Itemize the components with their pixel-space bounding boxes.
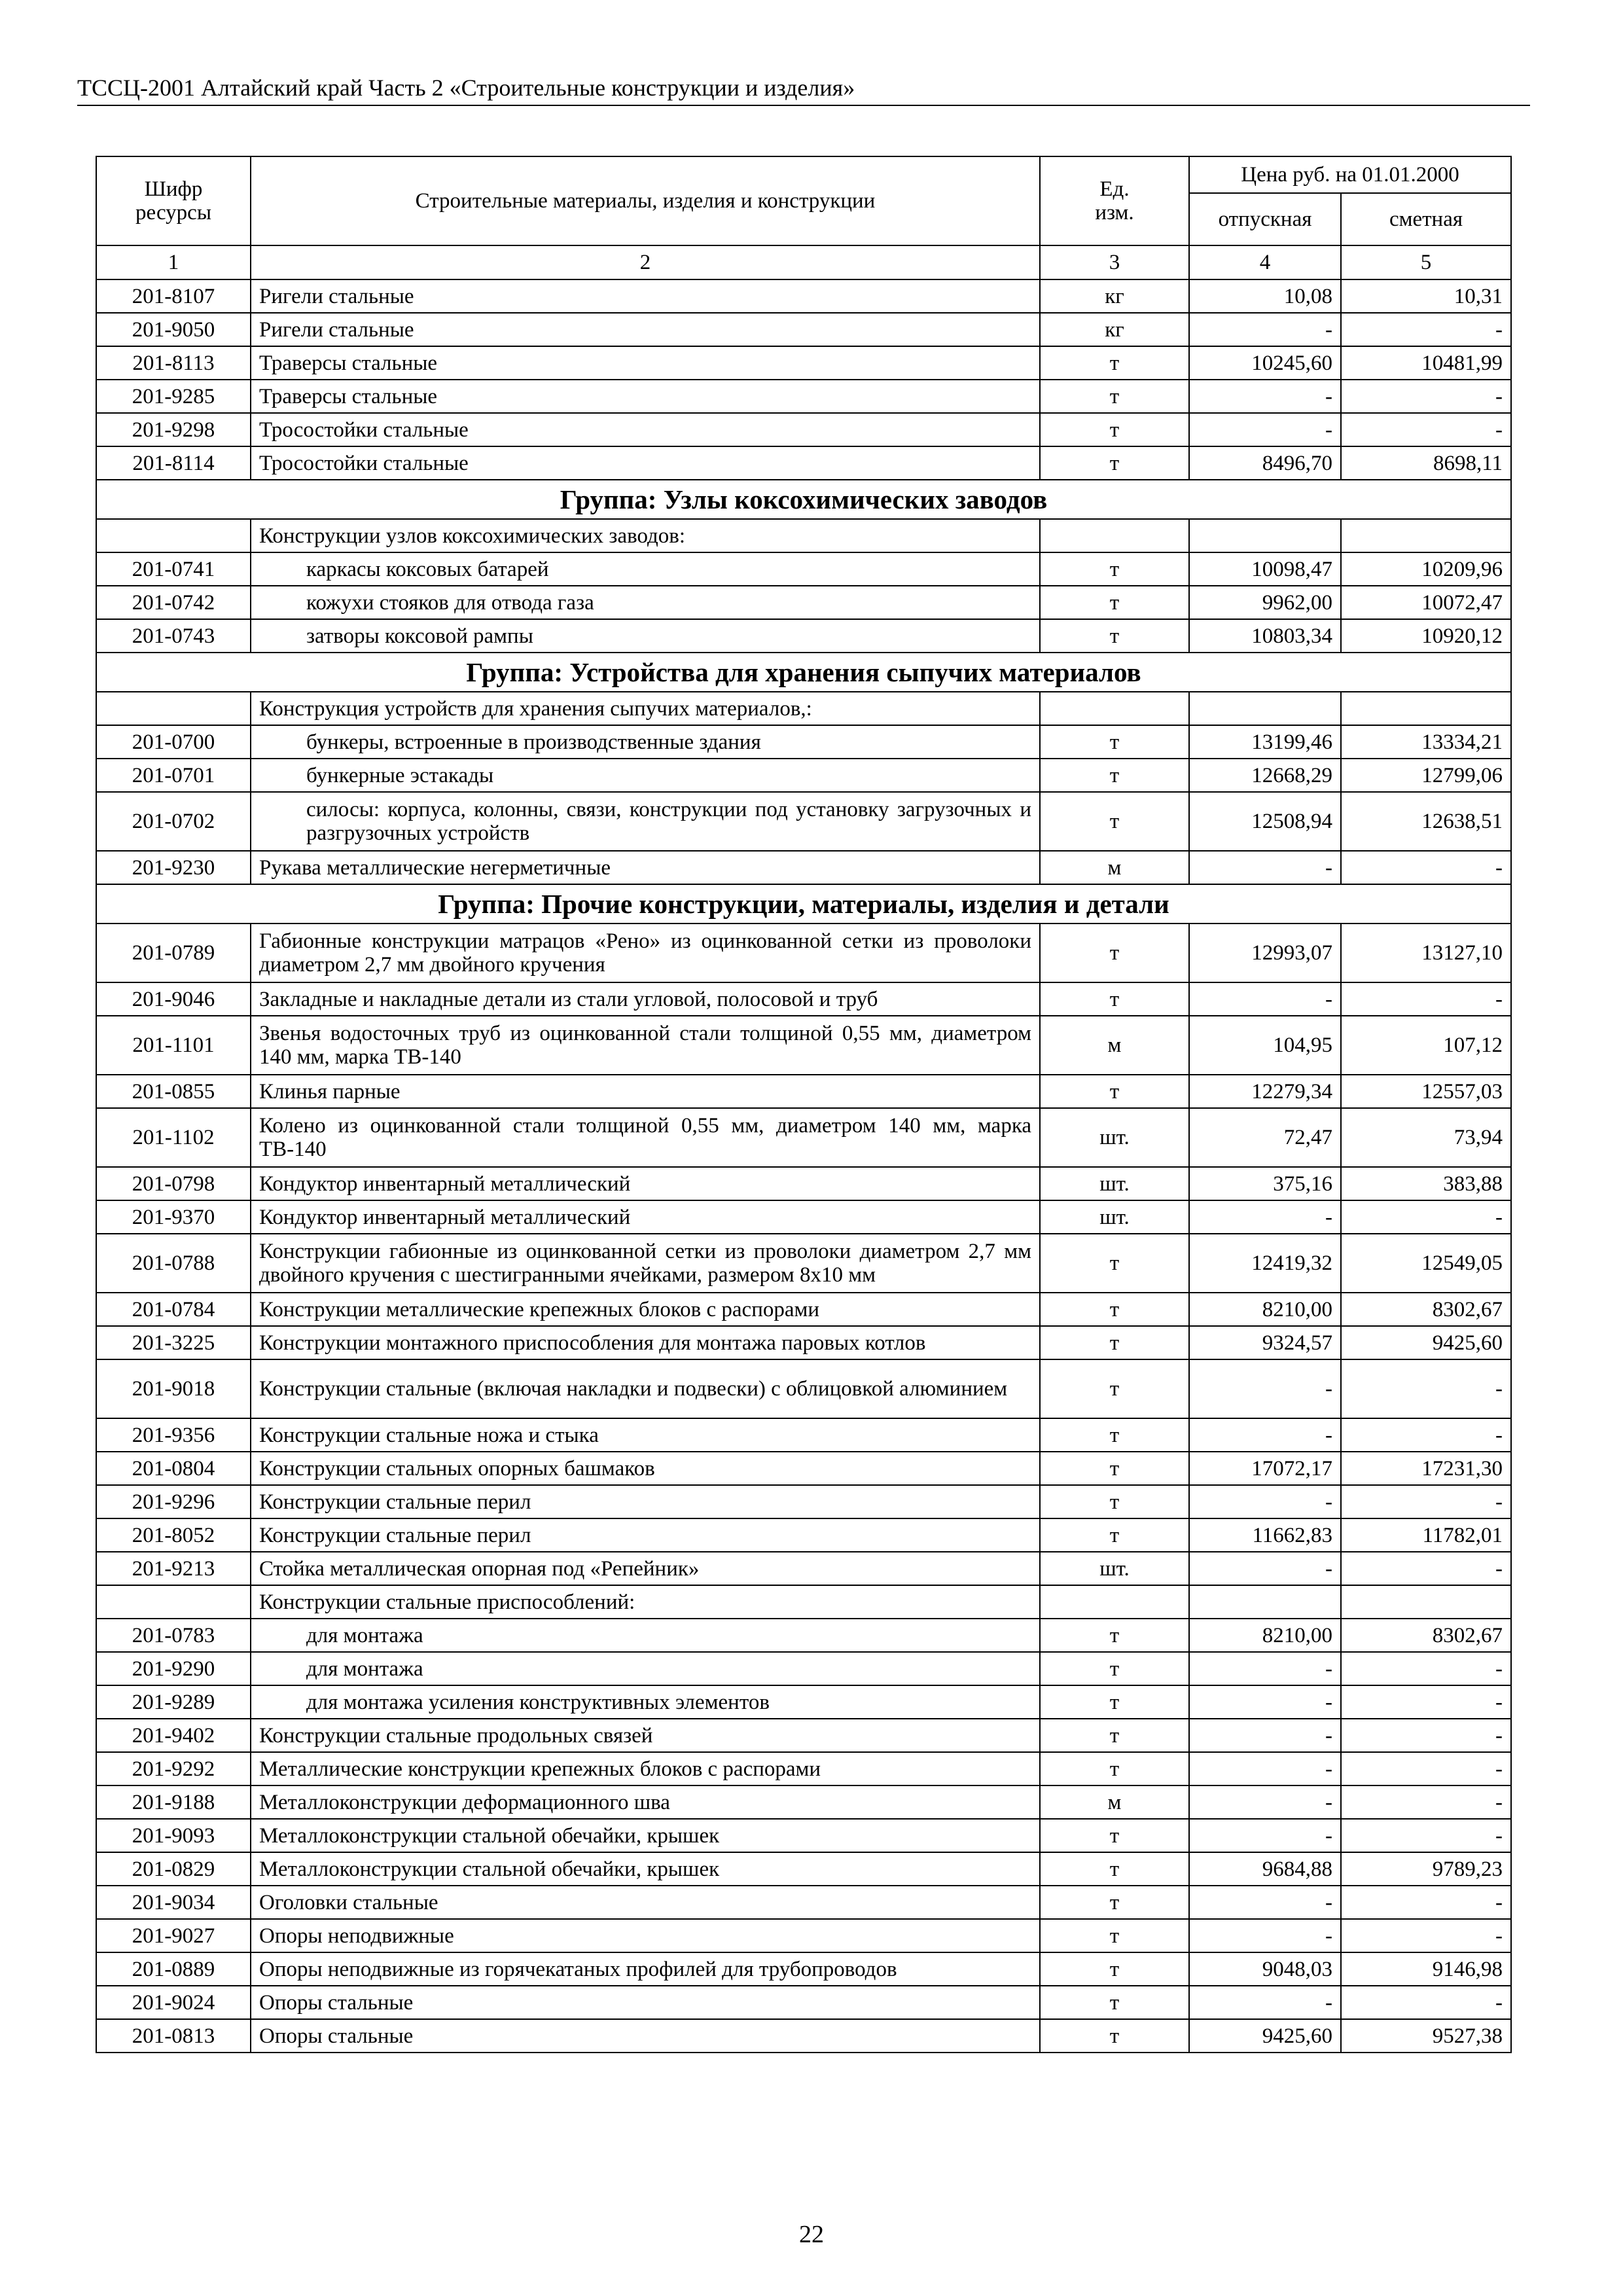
- estimate-price-cell: -: [1341, 1886, 1511, 1919]
- code-cell: 201-9370: [96, 1200, 251, 1234]
- name-cell: Ригели стальные: [251, 279, 1040, 313]
- unit-cell: т: [1040, 1518, 1189, 1552]
- estimate-price-cell: 8698,11: [1341, 446, 1511, 480]
- release-price-cell: 12668,29: [1189, 759, 1341, 792]
- unit-cell: т: [1040, 1752, 1189, 1785]
- estimate-price-cell: -: [1341, 1485, 1511, 1518]
- table-row: [96, 924, 1511, 982]
- estimate-price-cell: [1341, 519, 1511, 552]
- code-cell: 201-9213: [96, 1552, 251, 1585]
- release-price-cell: 8496,70: [1189, 446, 1341, 480]
- unit-cell: т: [1040, 1485, 1189, 1518]
- table-row: [96, 1167, 1511, 1200]
- name-cell: Конструкции металлические крепежных блоков с распорами: [251, 1293, 1040, 1326]
- code-cell: 201-9289: [96, 1685, 251, 1719]
- name-cell: Кондуктор инвентарный металлический: [251, 1200, 1040, 1234]
- price-table: [96, 156, 1512, 2053]
- estimate-price-cell: -: [1341, 1719, 1511, 1752]
- estimate-price-cell: 9527,38: [1341, 2019, 1511, 2053]
- table-row: [96, 413, 1511, 446]
- release-price-cell: -: [1189, 1919, 1341, 1952]
- estimate-price-cell: -: [1341, 1919, 1511, 1952]
- col-header-price: Цена руб. на 01.01.2000: [1189, 156, 1511, 193]
- name-cell: Опоры стальные: [251, 1986, 1040, 2019]
- code-cell: 201-9230: [96, 851, 251, 884]
- name-cell: Звенья водосточных труб из оцинкованной стали толщиной 0,55 мм, диаметром 140 мм, марка ТВ-140: [251, 1016, 1040, 1075]
- unit-cell: [1040, 519, 1189, 552]
- estimate-price-cell: 383,88: [1341, 1167, 1511, 1200]
- subheader-text: Конструкции узлов коксохимических заводов:: [251, 519, 1040, 552]
- unit-cell: шт.: [1040, 1167, 1189, 1200]
- release-price-cell: 104,95: [1189, 1016, 1341, 1075]
- table-row: [96, 552, 1511, 586]
- col-header-code: Шифр ресурсы: [96, 156, 251, 245]
- estimate-price-cell: -: [1341, 1685, 1511, 1719]
- name-cell: для монтажа усиления конструктивных элементов: [251, 1685, 1040, 1719]
- group-heading-row: [96, 884, 1511, 924]
- name-cell: для монтажа: [251, 1619, 1040, 1652]
- subheader-row: [96, 1585, 1511, 1619]
- code-cell: 201-0798: [96, 1167, 251, 1200]
- column-number-cell: 5: [1341, 245, 1511, 279]
- table-row: [96, 446, 1511, 480]
- unit-cell: т: [1040, 1919, 1189, 1952]
- column-number-cell: 3: [1040, 245, 1189, 279]
- unit-cell: [1040, 1585, 1189, 1619]
- estimate-price-cell: -: [1341, 1552, 1511, 1585]
- code-cell: [96, 519, 251, 552]
- release-price-cell: -: [1189, 1652, 1341, 1685]
- estimate-price-cell: 8302,67: [1341, 1619, 1511, 1652]
- table-row: [96, 1719, 1511, 1752]
- unit-cell: т: [1040, 1719, 1189, 1752]
- code-cell: [96, 1585, 251, 1619]
- table-row: [96, 1552, 1511, 1585]
- table-row: [96, 1108, 1511, 1167]
- code-cell: 201-9356: [96, 1418, 251, 1452]
- release-price-cell: 10245,60: [1189, 346, 1341, 380]
- unit-cell: т: [1040, 552, 1189, 586]
- table-row: [96, 313, 1511, 346]
- release-price-cell: 9048,03: [1189, 1952, 1341, 1986]
- table-row: [96, 619, 1511, 653]
- name-cell: Металлоконструкции стальной обечайки, крышек: [251, 1819, 1040, 1852]
- estimate-price-cell: 12638,51: [1341, 792, 1511, 851]
- estimate-price-cell: 9789,23: [1341, 1852, 1511, 1886]
- table-row: [96, 1619, 1511, 1652]
- release-price-cell: -: [1189, 1485, 1341, 1518]
- estimate-price-cell: -: [1341, 982, 1511, 1016]
- unit-cell: кг: [1040, 279, 1189, 313]
- release-price-cell: -: [1189, 1685, 1341, 1719]
- code-cell: 201-9292: [96, 1752, 251, 1785]
- name-cell: Стойка металлическая опорная под «Репейник»: [251, 1552, 1040, 1585]
- group-heading-row: [96, 480, 1511, 519]
- table-row: [96, 380, 1511, 413]
- name-cell: бункеры, встроенные в производственные здания: [251, 725, 1040, 759]
- release-price-cell: 8210,00: [1189, 1619, 1341, 1652]
- release-price-cell: 12508,94: [1189, 792, 1341, 851]
- code-cell: 201-0829: [96, 1852, 251, 1886]
- unit-cell: т: [1040, 1359, 1189, 1418]
- estimate-price-cell: 9146,98: [1341, 1952, 1511, 1986]
- unit-cell: кг: [1040, 313, 1189, 346]
- estimate-price-cell: -: [1341, 380, 1511, 413]
- unit-cell: [1040, 692, 1189, 725]
- unit-cell: т: [1040, 1852, 1189, 1886]
- name-cell: Клинья парные: [251, 1075, 1040, 1108]
- release-price-cell: -: [1189, 1552, 1341, 1585]
- estimate-price-cell: -: [1341, 313, 1511, 346]
- release-price-cell: 12993,07: [1189, 924, 1341, 982]
- code-cell: 201-0783: [96, 1619, 251, 1652]
- unit-cell: т: [1040, 792, 1189, 851]
- subheader-row: [96, 692, 1511, 725]
- estimate-price-cell: 17231,30: [1341, 1452, 1511, 1485]
- release-price-cell: -: [1189, 413, 1341, 446]
- subheader-text: Конструкция устройств для хранения сыпучих материалов,:: [251, 692, 1040, 725]
- release-price-cell: [1189, 519, 1341, 552]
- unit-cell: т: [1040, 446, 1189, 480]
- name-cell: Ригели стальные: [251, 313, 1040, 346]
- name-cell: Конструкции стальные перил: [251, 1485, 1040, 1518]
- table-row: [96, 1326, 1511, 1359]
- name-cell: Конструкции стальные (включая накладки и подвески) с облицовкой алюминием: [251, 1359, 1040, 1418]
- code-cell: 201-0742: [96, 586, 251, 619]
- code-cell: 201-8113: [96, 346, 251, 380]
- code-cell: 201-1101: [96, 1016, 251, 1075]
- table-row: [96, 1016, 1511, 1075]
- unit-cell: т: [1040, 2019, 1189, 2053]
- release-price-cell: -: [1189, 1359, 1341, 1418]
- release-price-cell: -: [1189, 1986, 1341, 2019]
- column-number-cell: 2: [251, 245, 1040, 279]
- unit-cell: т: [1040, 1819, 1189, 1852]
- name-cell: Оголовки стальные: [251, 1886, 1040, 1919]
- estimate-price-cell: [1341, 692, 1511, 725]
- unit-cell: т: [1040, 1293, 1189, 1326]
- unit-cell: т: [1040, 759, 1189, 792]
- release-price-cell: -: [1189, 982, 1341, 1016]
- unit-cell: шт.: [1040, 1108, 1189, 1167]
- table-row: [96, 586, 1511, 619]
- estimate-price-cell: -: [1341, 413, 1511, 446]
- release-price-cell: -: [1189, 380, 1341, 413]
- name-cell: Конструкции стальные перил: [251, 1518, 1040, 1552]
- release-price-cell: 9425,60: [1189, 2019, 1341, 2053]
- unit-cell: шт.: [1040, 1552, 1189, 1585]
- release-price-cell: 9324,57: [1189, 1326, 1341, 1359]
- table-row: [96, 1785, 1511, 1819]
- unit-cell: шт.: [1040, 1200, 1189, 1234]
- release-price-cell: 10803,34: [1189, 619, 1341, 653]
- name-cell: Металлоконструкции деформационного шва: [251, 1785, 1040, 1819]
- name-cell: Конструкции стальные ножа и стыка: [251, 1418, 1040, 1452]
- table-row: [96, 1986, 1511, 2019]
- code-cell: 201-8052: [96, 1518, 251, 1552]
- code-cell: 201-0889: [96, 1952, 251, 1986]
- table-row: [96, 982, 1511, 1016]
- name-cell: Конструкции стальных опорных башмаков: [251, 1452, 1040, 1485]
- unit-cell: т: [1040, 1234, 1189, 1293]
- table-row: [96, 851, 1511, 884]
- release-price-cell: -: [1189, 1752, 1341, 1785]
- code-cell: [96, 692, 251, 725]
- table-row: [96, 759, 1511, 792]
- table-row: [96, 792, 1511, 851]
- name-cell: Тросостойки стальные: [251, 446, 1040, 480]
- unit-cell: т: [1040, 1685, 1189, 1719]
- release-price-cell: [1189, 692, 1341, 725]
- release-price-cell: -: [1189, 1886, 1341, 1919]
- estimate-price-cell: -: [1341, 851, 1511, 884]
- code-cell: 201-0804: [96, 1452, 251, 1485]
- unit-cell: т: [1040, 1075, 1189, 1108]
- table-row: [96, 1075, 1511, 1108]
- estimate-price-cell: -: [1341, 1418, 1511, 1452]
- code-cell: 201-9024: [96, 1986, 251, 2019]
- release-price-cell: -: [1189, 1719, 1341, 1752]
- table-body: [96, 279, 1511, 2053]
- unit-cell: т: [1040, 1326, 1189, 1359]
- name-cell: каркасы коксовых батарей: [251, 552, 1040, 586]
- name-cell: Траверсы стальные: [251, 380, 1040, 413]
- name-cell: Закладные и накладные детали из стали угловой, полосовой и труб: [251, 982, 1040, 1016]
- unit-cell: м: [1040, 1016, 1189, 1075]
- unit-cell: т: [1040, 1652, 1189, 1685]
- code-cell: 201-9402: [96, 1719, 251, 1752]
- name-cell: Конструкции монтажного приспособления для монтажа паровых котлов: [251, 1326, 1040, 1359]
- name-cell: Габионные конструкции матрацов «Рено» из оцинкованной сетки из проволоки диаметром 2,7 мм двойного кручения: [251, 924, 1040, 982]
- release-price-cell: 12419,32: [1189, 1234, 1341, 1293]
- name-cell: силосы: корпуса, колонны, связи, конструкции под установку загрузочных и разгрузочных устройств: [251, 792, 1040, 851]
- estimate-price-cell: 10481,99: [1341, 346, 1511, 380]
- release-price-cell: [1189, 1585, 1341, 1619]
- estimate-price-cell: -: [1341, 1752, 1511, 1785]
- table-row: [96, 279, 1511, 313]
- unit-cell: т: [1040, 924, 1189, 982]
- unit-cell: т: [1040, 346, 1189, 380]
- table-row: [96, 1518, 1511, 1552]
- code-cell: 201-0743: [96, 619, 251, 653]
- release-price-cell: -: [1189, 851, 1341, 884]
- unit-cell: т: [1040, 619, 1189, 653]
- name-cell: Колено из оцинкованной стали толщиной 0,55 мм, диаметром 140 мм, марка ТВ-140: [251, 1108, 1040, 1167]
- unit-cell: т: [1040, 1886, 1189, 1919]
- estimate-price-cell: 9425,60: [1341, 1326, 1511, 1359]
- code-cell: 201-9296: [96, 1485, 251, 1518]
- estimate-price-cell: [1341, 1585, 1511, 1619]
- table-row: [96, 1919, 1511, 1952]
- name-cell: Кондуктор инвентарный металлический: [251, 1167, 1040, 1200]
- table-row: [96, 1359, 1511, 1418]
- unit-cell: т: [1040, 1418, 1189, 1452]
- estimate-price-cell: 10072,47: [1341, 586, 1511, 619]
- estimate-price-cell: -: [1341, 1819, 1511, 1852]
- name-cell: Металлические конструкции крепежных блоков с распорами: [251, 1752, 1040, 1785]
- code-cell: 201-9093: [96, 1819, 251, 1852]
- estimate-price-cell: 10920,12: [1341, 619, 1511, 653]
- estimate-price-cell: 10209,96: [1341, 552, 1511, 586]
- subheader-row: [96, 519, 1511, 552]
- estimate-price-cell: 12799,06: [1341, 759, 1511, 792]
- code-cell: 201-9018: [96, 1359, 251, 1418]
- group-heading: Группа: Устройства для хранения сыпучих материалов: [96, 653, 1511, 692]
- column-number-cell: 1: [96, 245, 251, 279]
- name-cell: Конструкции габионные из оцинкованной сетки из проволоки диаметром 2,7 мм двойного кручения с шестигранными ячейками, размером 8x10 мм: [251, 1234, 1040, 1293]
- table-row: [96, 1852, 1511, 1886]
- code-cell: 201-9046: [96, 982, 251, 1016]
- name-cell: Тросостойки стальные: [251, 413, 1040, 446]
- code-cell: 201-3225: [96, 1326, 251, 1359]
- name-cell: Опоры неподвижные из горячекатаных профилей для трубопроводов: [251, 1952, 1040, 1986]
- column-number-cell: 4: [1189, 245, 1341, 279]
- name-cell: Опоры неподвижные: [251, 1919, 1040, 1952]
- release-price-cell: 10098,47: [1189, 552, 1341, 586]
- code-cell: 201-9298: [96, 413, 251, 446]
- release-price-cell: 8210,00: [1189, 1293, 1341, 1326]
- table-row: [96, 1452, 1511, 1485]
- estimate-price-cell: -: [1341, 1200, 1511, 1234]
- name-cell: Металлоконструкции стальной обечайки, крышек: [251, 1852, 1040, 1886]
- table-row: [96, 1200, 1511, 1234]
- estimate-price-cell: 107,12: [1341, 1016, 1511, 1075]
- release-price-cell: 10,08: [1189, 279, 1341, 313]
- name-cell: Конструкции стальные продольных связей: [251, 1719, 1040, 1752]
- release-price-cell: -: [1189, 1418, 1341, 1452]
- estimate-price-cell: 11782,01: [1341, 1518, 1511, 1552]
- unit-cell: т: [1040, 1452, 1189, 1485]
- unit-cell: т: [1040, 725, 1189, 759]
- page-number: 22: [799, 2221, 824, 2248]
- estimate-price-cell: 8302,67: [1341, 1293, 1511, 1326]
- code-cell: 201-8114: [96, 446, 251, 480]
- code-cell: 201-0741: [96, 552, 251, 586]
- table-row: [96, 1234, 1511, 1293]
- release-price-cell: -: [1189, 313, 1341, 346]
- release-price-cell: 12279,34: [1189, 1075, 1341, 1108]
- estimate-price-cell: -: [1341, 1986, 1511, 2019]
- name-cell: Рукава металлические негерметичные: [251, 851, 1040, 884]
- code-cell: 201-9188: [96, 1785, 251, 1819]
- code-cell: 201-0855: [96, 1075, 251, 1108]
- unit-cell: т: [1040, 380, 1189, 413]
- group-heading: Группа: Узлы коксохимических заводов: [96, 480, 1511, 519]
- name-cell: кожухи стояков для отвода газа: [251, 586, 1040, 619]
- estimate-price-cell: 10,31: [1341, 279, 1511, 313]
- name-cell: для монтажа: [251, 1652, 1040, 1685]
- table-row: [96, 1752, 1511, 1785]
- column-number-row: [96, 245, 1511, 279]
- code-cell: 201-0702: [96, 792, 251, 851]
- estimate-price-cell: 13127,10: [1341, 924, 1511, 982]
- release-price-cell: -: [1189, 1785, 1341, 1819]
- estimate-price-cell: 12557,03: [1341, 1075, 1511, 1108]
- unit-cell: т: [1040, 413, 1189, 446]
- table-row: [96, 1819, 1511, 1852]
- code-cell: 201-0784: [96, 1293, 251, 1326]
- unit-cell: т: [1040, 982, 1189, 1016]
- unit-cell: т: [1040, 1619, 1189, 1652]
- col-header-unit: Ед. изм.: [1040, 156, 1189, 245]
- table-row: [96, 725, 1511, 759]
- name-cell: Опоры стальные: [251, 2019, 1040, 2053]
- group-heading: Группа: Прочие конструкции, материалы, изделия и детали: [96, 884, 1511, 924]
- release-price-cell: -: [1189, 1200, 1341, 1234]
- code-cell: 201-0789: [96, 924, 251, 982]
- table-row: [96, 1293, 1511, 1326]
- code-cell: 201-1102: [96, 1108, 251, 1167]
- unit-cell: т: [1040, 586, 1189, 619]
- estimate-price-cell: 12549,05: [1341, 1234, 1511, 1293]
- table-row: [96, 1418, 1511, 1452]
- unit-cell: т: [1040, 1986, 1189, 2019]
- table-row: [96, 1886, 1511, 1919]
- code-cell: 201-0701: [96, 759, 251, 792]
- unit-cell: м: [1040, 851, 1189, 884]
- table-row: [96, 1952, 1511, 1986]
- running-header: ТССЦ-2001 Алтайский край Часть 2 «Строительные конструкции и изделия»: [77, 73, 1530, 106]
- table-row: [96, 2019, 1511, 2053]
- estimate-price-cell: -: [1341, 1652, 1511, 1685]
- col-header-estimate-price: сметная: [1341, 193, 1511, 245]
- estimate-price-cell: 73,94: [1341, 1108, 1511, 1167]
- release-price-cell: -: [1189, 1819, 1341, 1852]
- estimate-price-cell: -: [1341, 1359, 1511, 1418]
- release-price-cell: 13199,46: [1189, 725, 1341, 759]
- release-price-cell: 11662,83: [1189, 1518, 1341, 1552]
- code-cell: 201-9285: [96, 380, 251, 413]
- code-cell: 201-0700: [96, 725, 251, 759]
- release-price-cell: 375,16: [1189, 1167, 1341, 1200]
- col-header-name: Строительные материалы, изделия и конструкции: [251, 156, 1040, 245]
- group-heading-row: [96, 653, 1511, 692]
- table-row: [96, 1485, 1511, 1518]
- name-cell: затворы коксовой рампы: [251, 619, 1040, 653]
- release-price-cell: 72,47: [1189, 1108, 1341, 1167]
- code-cell: 201-9027: [96, 1919, 251, 1952]
- table-row: [96, 346, 1511, 380]
- table-row: [96, 1685, 1511, 1719]
- code-cell: 201-0788: [96, 1234, 251, 1293]
- estimate-price-cell: -: [1341, 1785, 1511, 1819]
- code-cell: 201-9034: [96, 1886, 251, 1919]
- code-cell: 201-8107: [96, 279, 251, 313]
- code-cell: 201-0813: [96, 2019, 251, 2053]
- code-cell: 201-9290: [96, 1652, 251, 1685]
- release-price-cell: 9962,00: [1189, 586, 1341, 619]
- code-cell: 201-9050: [96, 313, 251, 346]
- name-cell: бункерные эстакады: [251, 759, 1040, 792]
- estimate-price-cell: 13334,21: [1341, 725, 1511, 759]
- unit-cell: т: [1040, 1952, 1189, 1986]
- col-header-release-price: отпускная: [1189, 193, 1341, 245]
- name-cell: Траверсы стальные: [251, 346, 1040, 380]
- table-row: [96, 1652, 1511, 1685]
- release-price-cell: 9684,88: [1189, 1852, 1341, 1886]
- unit-cell: м: [1040, 1785, 1189, 1819]
- release-price-cell: 17072,17: [1189, 1452, 1341, 1485]
- subheader-text: Конструкции стальные приспособлений:: [251, 1585, 1040, 1619]
